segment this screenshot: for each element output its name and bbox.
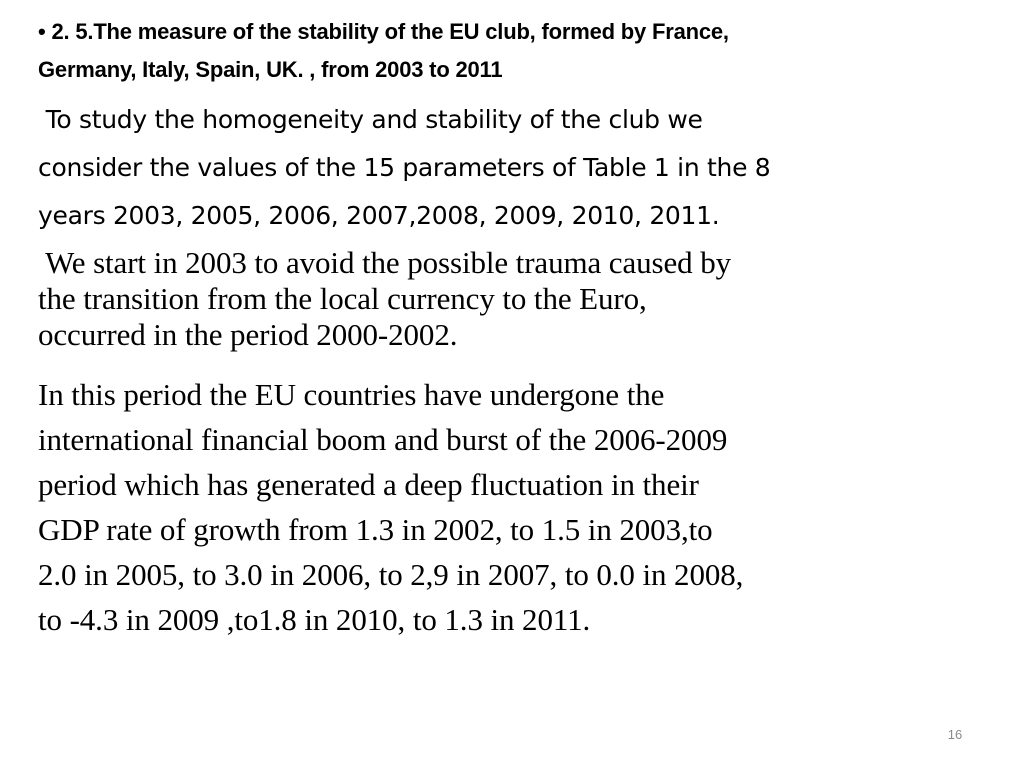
paragraph-line: period which has generated a deep fluctuation in their [38,467,699,502]
paragraph-line: to -4.3 in 2009 ,to1.8 in 2010, to 1.3 in 2011. [38,602,591,637]
heading-line [38,13,1008,51]
rationale-paragraph [38,245,1008,353]
bullet-icon: • [38,19,46,44]
intro-paragraph [38,96,1013,240]
paragraph-line: occurred in the period 2000-2002. [38,317,458,352]
paragraph-line: 2.0 in 2005, to 3.0 in 2006, to 2,9 in 2007, to 0.0 in 2008, [38,557,744,592]
heading-line: Germany, Italy, Spain, UK. , from 2003 to 2011 [38,57,503,82]
paragraph-line: consider the values of the 15 parameters of Table 1 in the 8 [38,153,771,182]
page-number: 16 [947,727,963,742]
slide-heading [38,13,1008,89]
paragraph-line: To study the homogeneity and stability of the club we [38,105,703,134]
context-paragraph [38,372,1008,642]
paragraph-line: international financial boom and burst of the 2006-2009 [38,422,728,457]
paragraph-line: GDP rate of growth from 1.3 in 2002, to 1.5 in 2003,to [38,512,713,547]
paragraph-line: years 2003, 2005, 2006, 2007,2008, 2009, 2010, 2011. [38,201,720,230]
paragraph-line: the transition from the local currency to the Euro, [38,281,647,316]
paragraph-line: In this period the EU countries have undergone the [38,377,665,412]
heading-text: 2. 5.The measure of the stability of the EU club, formed by France, [51,19,729,44]
paragraph-line: We start in 2003 to avoid the possible trauma caused by [38,245,731,280]
